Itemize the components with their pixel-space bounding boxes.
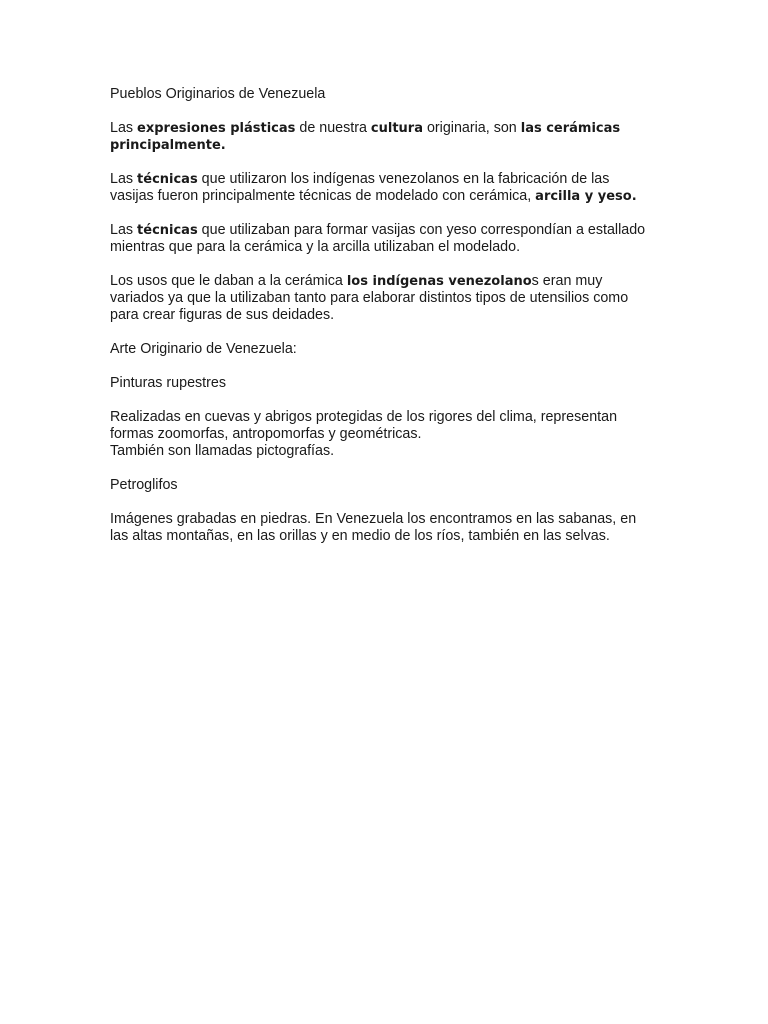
paragraph-tecnicas-utilizaban: Las técnicas que utilizaban para formar vasijas con yeso correspondían a estallado mientras que para la cerámica y la arcilla utilizaban el modelado. [110, 222, 646, 255]
subheading-petroglifos: Petroglifos [110, 477, 178, 493]
bold-indigenas-venezolano: los indígenas venezolano [346, 274, 532, 289]
subheading-pinturas-rupestres: Pinturas rupestres [110, 375, 227, 391]
paragraph-pinturas-rupestres: Realizadas en cuevas y abrigos protegidas de los rigores del clima, representan formas zoomorfas, antropomorfas y geométricas. También son llamadas pictografías. [110, 409, 618, 459]
bold-tecnicas: técnicas [137, 172, 198, 187]
document-title: Pueblos Originarios de Venezuela [110, 86, 326, 102]
bold-las-ceramicas: las cerámicas principalmente. [110, 121, 621, 153]
bold-tecnicas-2: técnicas [137, 223, 198, 238]
paragraph-expresiones: Las expresiones plásticas de nuestra cultura originaria, son las cerámicas principalmente. [110, 120, 621, 153]
paragraph-petroglifos: Imágenes grabadas en piedras. En Venezuela los encontramos en las sabanas, en las altas montañas, en las orillas y en medio de los ríos, también en las selvas. [110, 511, 637, 544]
document-page [110, 86, 655, 562]
bold-cultura: cultura [370, 121, 423, 136]
paragraph-tecnicas-utilizaron: Las técnicas que utilizaron los indígenas venezolanos en la fabricación de las vasijas fueron principalmente técnicas de modelado con cerámica, arcilla y yeso. [110, 171, 637, 204]
bold-arcilla-yeso: arcilla y yeso. [535, 189, 637, 204]
bold-expresiones-plasticas: expresiones plásticas [137, 121, 296, 136]
section-heading-arte-originario: Arte Originario de Venezuela: [110, 341, 297, 357]
paragraph-usos-ceramica: Los usos que le daban a la cerámica los indígenas venezolanos eran muy variados ya que la utilizaban tanto para elaborar distintos tipos de utensilios como para crear figuras de sus deidades. [110, 273, 629, 323]
